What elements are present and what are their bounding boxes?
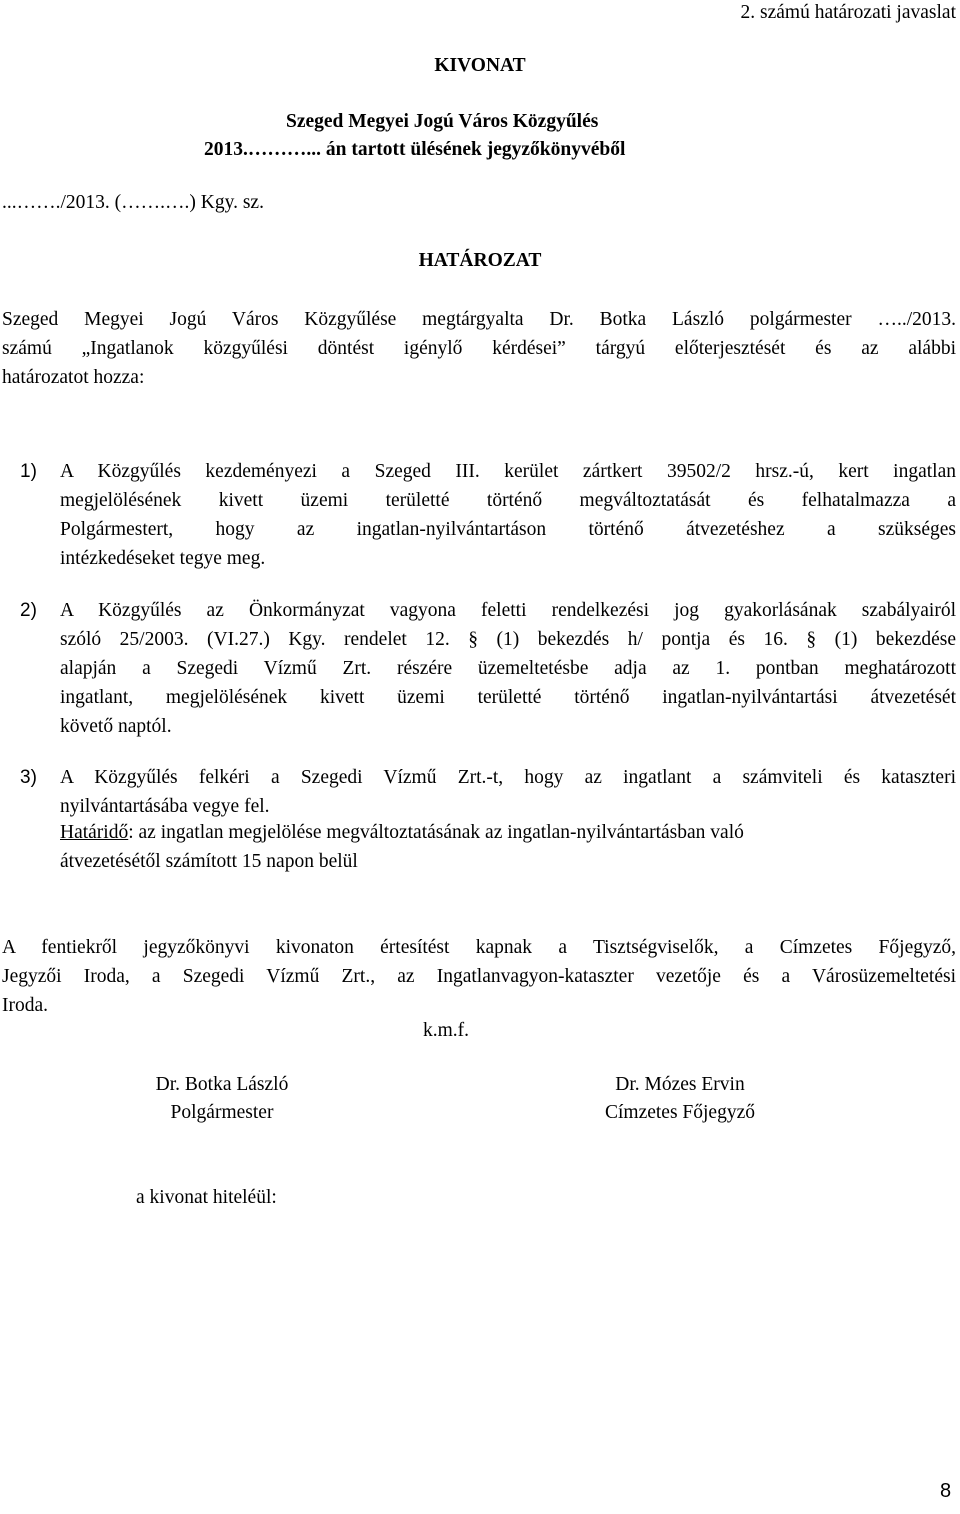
intro-paragraph (2, 305, 956, 392)
proposal-label: 2. számú határozati javaslat (740, 2, 956, 23)
decision-item-3 (60, 763, 956, 821)
page-title: HATÁROZAT (418, 250, 542, 271)
right-signatory-name: Dr. Mózes Ervin (615, 1074, 745, 1095)
kivonat-heading: KIVONAT (434, 55, 526, 76)
notify-line: Iroda. (2, 995, 49, 1016)
item-line: alapján a Szegedi Vízmű Zrt. részére üzemeltetésbe adja az 1. pontban meghatározott (60, 658, 956, 679)
kmf: k.m.f. (423, 1020, 470, 1041)
right-signatory-title: Címzetes Főjegyző (604, 1102, 755, 1123)
intro-line: határozatot hozza: (2, 367, 145, 388)
page-number: 8 (940, 1480, 952, 1502)
item-line: ingatlant, megjelölésének kivett üzemi területté történő ingatlan-nyilvántartási átvezetését (60, 687, 956, 708)
deadline-text: : az ingatlan megjelölése megváltoztatásának az ingatlan-nyilvántartásban való (128, 822, 744, 843)
item-number: 2) (20, 600, 37, 621)
decision-item-2 (60, 596, 956, 741)
notify-line: Jegyzői Iroda, a Szegedi Vízmű Zrt., az Ingatlanvagyon-kataszter vezetője és a Városüzemeltetési (2, 966, 956, 987)
item-number: 3) (20, 767, 37, 788)
item-line: szóló 25/2003. (VI.27.) Kgy. rendelet 12. § (1) bekezdés h/ pontja és 16. § (1) bekezdése (60, 629, 956, 650)
item-line: nyilvántartásába vegye fel. (60, 796, 270, 817)
item-line: A Közgyűlés az Önkormányzat vagyona feletti rendelkezési jog gyakorlásának szabályairól (60, 600, 956, 621)
deadline-label: Határidő (60, 822, 129, 843)
item-line: intézkedéseket tegye meg. (60, 548, 266, 569)
decision-item-1 (60, 457, 956, 573)
item-line: követő naptól. (60, 716, 172, 737)
deadline-line (60, 822, 744, 844)
left-signatory-name: Dr. Botka László (155, 1074, 289, 1095)
reference-number: ...……./2013. (…….….) Kgy. sz. (2, 192, 264, 213)
left-signatory-title: Polgármester (170, 1102, 274, 1123)
certification-label: a kivonat hiteléül: (136, 1187, 277, 1208)
item-number: 1) (20, 461, 37, 482)
intro-line: számú „Ingatlanok közgyűlési döntést igénylő kérdései” tárgyú előterjesztését és az alábbi (2, 338, 956, 359)
body-name: Szeged Megyei Jogú Város Közgyűlés (286, 111, 599, 132)
item-line: A Közgyűlés kezdeményezi a Szeged III. kerület zártkert 39502/2 hrsz.-ú, kert ingatlan (60, 461, 956, 482)
item-line: Polgármestert, hogy az ingatlan-nyilvántartáson történő átvezetéshez a szükséges (60, 519, 956, 540)
item-line: megjelölésének kivett üzemi területté történő megváltoztatását és felhatalmazza a (60, 490, 956, 511)
item-line: A Közgyűlés felkéri a Szegedi Vízmű Zrt.-t, hogy az ingatlant a számviteli és kataszteri (60, 767, 956, 788)
notification-paragraph (2, 933, 956, 1020)
deadline-line: átvezetésétől számított 15 napon belül (60, 851, 358, 872)
notify-line: A fentiekről jegyzőkönyvi kivonaton értesítést kapnak a Tisztségviselők, a Címzetes Főjegyző, (2, 937, 956, 958)
meeting-line: 2013.………... án tartott ülésének jegyzőkönyvéből (204, 139, 626, 160)
intro-line: Szeged Megyei Jogú Város Közgyűlése megtárgyalta Dr. Botka László polgármester …../2013. (2, 309, 956, 330)
